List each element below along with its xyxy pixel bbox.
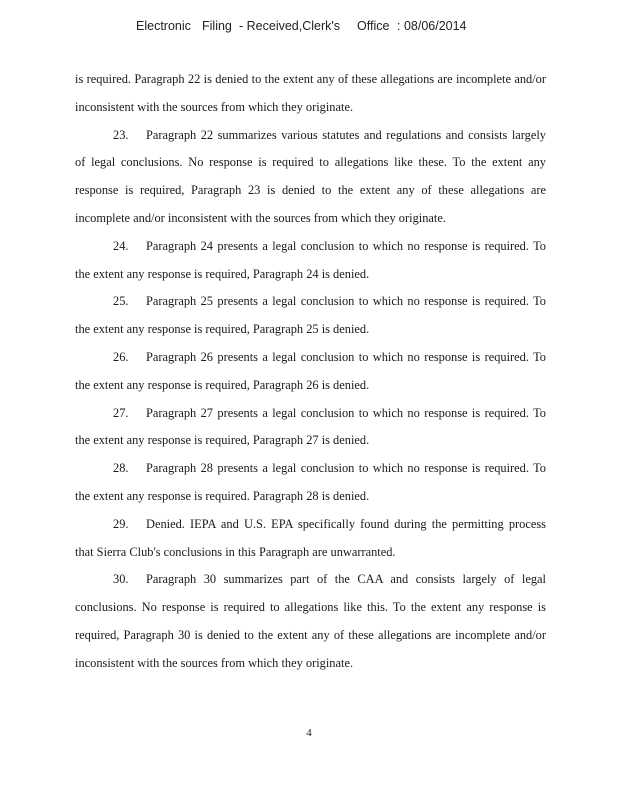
header-electronic: Electronic [136, 19, 191, 33]
paragraph-text: Paragraph 28 presents a legal conclusion to which no response is required. To the extent any response is required. Paragraph 28 is denied. [75, 461, 546, 503]
header-filing: Filing [202, 19, 232, 33]
paragraph-30 [75, 566, 546, 677]
paragraph-text: Paragraph 27 presents a legal conclusion to which no response is required. To the extent any response is required, Paragraph 27 is denied. [75, 405, 546, 448]
paragraph-24 [75, 233, 546, 289]
paragraph-number: 27. [113, 405, 129, 420]
paragraph-text: Paragraph 26 presents a legal conclusion to which no response is required. To the extent any response is required, Paragraph 26 is denied. [75, 349, 546, 392]
header-date: : 08/06/2014 [397, 19, 467, 33]
paragraph-text: Paragraph 30 summarizes part of the CAA and consists largely of legal conclusions. No response is required to allegations like this. To the extent any response is required, Paragraph 30 is denied to the extent any of these allegations are incomplete and/or inconsistent with the sources from which they originate. [75, 572, 546, 670]
paragraph-26 [75, 344, 546, 400]
header-received: - Received,Clerk's [239, 19, 341, 33]
paragraph-number: 25. [113, 294, 129, 309]
paragraph-27 [75, 400, 546, 456]
paragraph-number: 28. [113, 461, 129, 476]
paragraph-number: 29. [113, 516, 129, 531]
paragraph-text: Denied. IEPA and U.S. EPA specifically found during the permitting process that Sierra Club's conclusions in this Paragraph are unwarranted. [75, 516, 546, 559]
paragraph-text: Paragraph 24 presents a legal conclusion to which no response is required. To the extent any response is required, Paragraph 24 is denied. [75, 238, 546, 281]
paragraph-text: Paragraph 22 summarizes various statutes and regulations and consists largely of legal conclusions. No response is required to allegations like these. To the extent any response is required, Paragraph 23 is denied to the extent any of these allegations are incomplete and/or inconsistent with the sources from which they originate. [75, 127, 546, 225]
paragraph-25 [75, 288, 546, 344]
paragraph-number: 23. [113, 127, 129, 142]
paragraph-23 [75, 122, 546, 233]
page-number: 4 [306, 727, 312, 739]
document-body [75, 66, 546, 678]
header-office: Office [357, 19, 390, 33]
paragraph-number: 24. [113, 238, 129, 253]
paragraph-text: Paragraph 25 presents a legal conclusion to which no response is required. To the extent any response is required, Paragraph 25 is denied. [75, 294, 546, 337]
paragraph-continuation [75, 66, 546, 122]
paragraph-number: 26. [113, 349, 129, 364]
paragraph-text: is required. Paragraph 22 is denied to the extent any of these allegations are incomplete and/or inconsistent with the sources from which they originate. [75, 72, 546, 114]
paragraph-29 [75, 511, 546, 567]
paragraph-28 [75, 455, 546, 511]
paragraph-number: 30. [113, 572, 129, 587]
